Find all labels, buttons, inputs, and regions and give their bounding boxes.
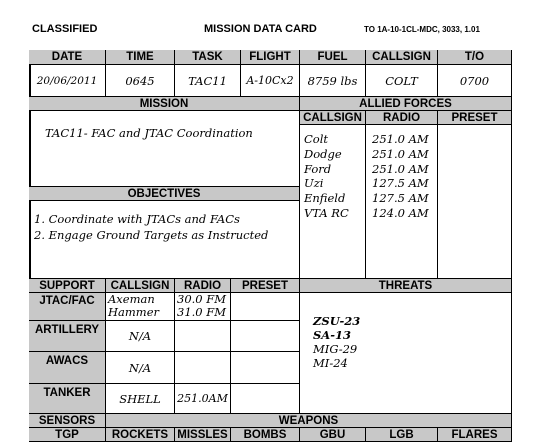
threats-header: THREATS — [300, 279, 512, 293]
awacs-radio — [175, 352, 231, 384]
flares-header: FLARES — [438, 428, 512, 442]
support-radio-header: RADIO — [175, 279, 231, 293]
awacs-label: AWACS — [29, 352, 106, 384]
tanker-label: TANKER — [29, 384, 106, 414]
artillery-radio — [175, 321, 231, 352]
allied-callsign: VTA RC — [304, 205, 349, 220]
objective-item: 2. Engage Ground Targets as Instructed — [34, 227, 269, 242]
gbu-header: GBU — [300, 428, 366, 442]
allied-radio-list — [372, 132, 429, 221]
jtac-fac-callsigns — [106, 293, 175, 321]
objectives-list — [34, 212, 268, 243]
document-reference: TO 1A-10-1CL-MDC, 3033, 1.01 — [364, 25, 480, 34]
date-value: 20/06/2011 — [29, 65, 106, 97]
support-preset-header: PRESET — [231, 279, 300, 293]
jtac-fac-radio: 31.0 FM — [177, 305, 227, 319]
artillery-preset — [231, 321, 300, 352]
objective-item: 1. Coordinate with JTACs and FACs — [34, 212, 240, 226]
fuel-value: 8759 lbs — [300, 65, 366, 97]
tanker-preset — [231, 384, 300, 414]
support-header: SUPPORT — [29, 279, 106, 293]
weapons-header: WEAPONS — [106, 414, 512, 428]
allied-preset-header: PRESET — [438, 111, 512, 125]
artillery-callsign: N/A — [106, 321, 175, 352]
awacs-preset — [231, 352, 300, 384]
mission-text: TAC11- FAC and JTAC Coordination — [45, 126, 253, 140]
support-callsign-header: CALLSIGN — [106, 279, 175, 293]
allied-radio: 251.0 AM — [372, 132, 429, 146]
takeoff-header: T/O — [438, 50, 512, 65]
allied-radio: 124.0 AM — [372, 205, 429, 220]
jtac-fac-callsign: Hammer — [108, 305, 159, 319]
allied-forces-header: ALLIED FORCES — [300, 97, 512, 111]
allied-callsign-header: CALLSIGN — [300, 111, 366, 125]
allied-callsign: Dodge — [304, 146, 342, 161]
threat-item: SA-13 — [313, 328, 352, 342]
mission-box — [29, 111, 300, 187]
allied-radio-column — [366, 125, 438, 279]
allied-callsign-list — [304, 132, 349, 221]
fuel-header: FUEL — [300, 50, 366, 65]
callsign-header: CALLSIGN — [366, 50, 438, 65]
jtac-fac-preset — [231, 293, 300, 321]
jtac-fac-radio: 30.0 FM — [177, 292, 227, 306]
threat-item: ZSU-23 — [313, 314, 361, 328]
card-title: MISSION DATA CARD — [204, 23, 317, 35]
allied-callsign: Uzi — [304, 176, 324, 191]
task-header: TASK — [175, 50, 241, 65]
objectives-header: OBJECTIVES — [29, 187, 300, 201]
lgb-header: LGB — [366, 428, 438, 442]
threat-item: MI-24 — [313, 356, 348, 370]
allied-radio: 251.0 AM — [372, 146, 429, 161]
allied-radio: 127.5 AM — [372, 176, 429, 191]
allied-radio-header: RADIO — [366, 111, 438, 125]
tgp-header: TGP — [29, 428, 106, 442]
threats-list — [313, 314, 360, 370]
objectives-box — [29, 201, 300, 279]
artillery-label: ARTILLERY — [29, 321, 106, 352]
mission-data-card — [29, 50, 512, 442]
time-value: 0645 — [106, 65, 175, 97]
task-value: TAC11 — [175, 65, 241, 97]
jtac-fac-label: JTAC/FAC — [29, 293, 106, 321]
classification-label: CLASSIFIED — [32, 23, 98, 35]
callsign-value: COLT — [366, 65, 438, 97]
tanker-radio: 251.0AM — [175, 384, 231, 414]
tanker-callsign: SHELL — [106, 384, 175, 414]
time-header: TIME — [106, 50, 175, 65]
mission-header: MISSION — [29, 97, 300, 111]
flight-header: FLIGHT — [241, 50, 300, 65]
bombs-header: BOMBS — [231, 428, 300, 442]
allied-callsign: Enfield — [304, 191, 346, 206]
allied-radio: 251.0 AM — [372, 161, 429, 176]
rockets-header: ROCKETS — [106, 428, 175, 442]
jtac-fac-callsign: Axeman — [108, 292, 155, 306]
date-header: DATE — [29, 50, 106, 65]
threats-box — [300, 293, 512, 414]
allied-callsign-column — [300, 125, 366, 279]
threat-item: MIG-29 — [313, 342, 358, 356]
allied-radio: 127.5 AM — [372, 191, 429, 206]
sensors-header: SENSORS — [29, 414, 106, 428]
awacs-callsign: N/A — [106, 352, 175, 384]
allied-preset-column — [438, 125, 512, 279]
jtac-fac-radios — [175, 293, 231, 321]
allied-callsign: Ford — [304, 161, 332, 176]
allied-callsign: Colt — [304, 132, 329, 146]
flight-value: A-10Cx2 — [241, 65, 300, 97]
takeoff-value: 0700 — [438, 65, 512, 97]
missles-header: MISSLES — [175, 428, 231, 442]
